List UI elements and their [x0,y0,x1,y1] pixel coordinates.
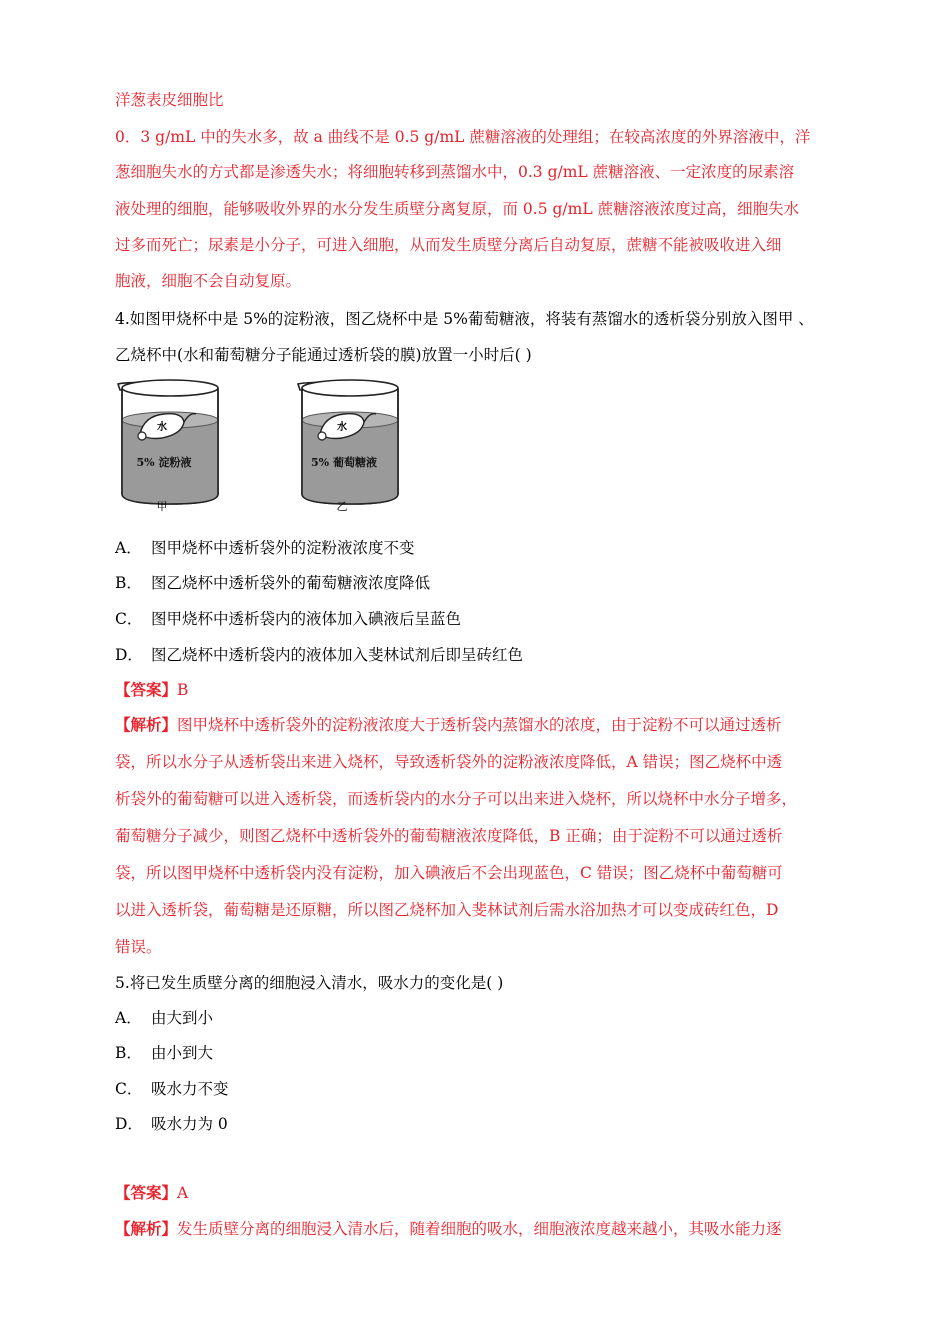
answer: 【答案】A [115,1183,189,1202]
analysis-line: 析袋外的葡萄糖可以进入透析袋，而透析袋内的水分子可以出来进入烧杯，所以烧杯中水分子增多， [115,790,798,808]
beaker-caption: 乙 [336,500,348,513]
prev-explanation-line: 0．3 g/mL 中的失水多，故 a 曲线不是 0.5 g/mL 蔗糖溶液的处理组；在较高浓度的外界溶液中，洋 [115,128,811,146]
bag-label: 水 [337,422,347,433]
option-b: B． 图乙烧杯中透析袋外的葡萄糖液浓度降低 [115,574,431,592]
analysis-line: 【解析】发生质壁分离的细胞浸入清水后，随着细胞的吸水，细胞液浓度越来越小，其吸水能力逐 [115,1219,782,1238]
beaker-figure [110,376,400,516]
analysis-line: 【解析】图甲烧杯中透析袋外的淀粉液浓度大于透析袋内蒸馏水的浓度，由于淀粉不可以通过透析 [115,715,782,734]
analysis-line: 以进入透析袋，葡萄糖是还原糖，所以图乙烧杯加入斐林试剂后需水浴加热才可以变成砖红色，D [115,901,779,919]
prev-explanation-line: 葱细胞失水的方式都是渗透失水；将细胞转移到蒸馏水中，0.3 g/mL 蔗糖溶液、一定浓度的尿素溶 [115,163,795,181]
analysis-line: 错误。 [115,938,162,956]
prev-explanation-line: 洋葱表皮细胞比 [115,91,224,109]
analysis-line: 葡萄糖分子减少，则图乙烧杯中透析袋外的葡萄糖液浓度降低，B 正确；由于淀粉不可以通过透析 [115,827,783,845]
analysis-line: 袋，所以图甲烧杯中透析袋内没有淀粉，加入碘液后不会出现蓝色，C 错误；图乙烧杯中葡萄糖可 [115,864,783,882]
question-4-stem: 乙烧杯中(水和葡萄糖分子能通过透析袋的膜)放置一小时后( ) [115,346,532,364]
beaker-yi [298,380,398,513]
option-b: B． 由小到大 [115,1044,214,1062]
option-a: A． 图甲烧杯中透析袋外的淀粉液浓度不变 [115,539,415,557]
answer: 【答案】B [115,680,189,699]
beaker-jia [118,380,218,513]
option-c: C． 图甲烧杯中透析袋内的液体加入碘液后呈蓝色 [115,610,462,628]
option-d: D． 图乙烧杯中透析袋内的液体加入斐林试剂后即呈砖红色 [115,646,524,664]
bag-label: 水 [157,422,167,433]
beaker-solution-label: 5% 葡萄糖液 [311,456,377,469]
prev-explanation-line: 液处理的细胞，能够吸收外界的水分发生质壁分离复原，而 0.5 g/mL 蔗糖溶液浓度过高，细胞失水 [115,200,800,218]
question-5-stem: 5.将已发生质壁分离的细胞浸入清水，吸水力的变化是( ) [115,974,504,992]
option-a: A． 由大到小 [115,1009,214,1027]
beaker-caption: 甲 [156,500,168,513]
question-4-stem: 4.如图甲烧杯中是 5%的淀粉液，图乙烧杯中是 5%葡萄糖液，将装有蒸馏水的透析袋分别放入图甲 、 [115,310,814,328]
option-c: C． 吸水力不变 [115,1080,229,1098]
option-d: D． 吸水力为 0 [115,1115,228,1133]
analysis-line: 袋，所以水分子从透析袋出来进入烧杯，导致透析袋外的淀粉液浓度降低，A 错误；图乙烧杯中透 [115,753,783,771]
prev-explanation-line: 过多而死亡；尿素是小分子，可进入细胞，从而发生质壁分离后自动复原，蔗糖不能被吸收进入细 [115,236,782,254]
beaker-solution-label: 5% 淀粉液 [136,456,192,469]
prev-explanation-line: 胞液，细胞不会自动复原。 [115,272,302,290]
